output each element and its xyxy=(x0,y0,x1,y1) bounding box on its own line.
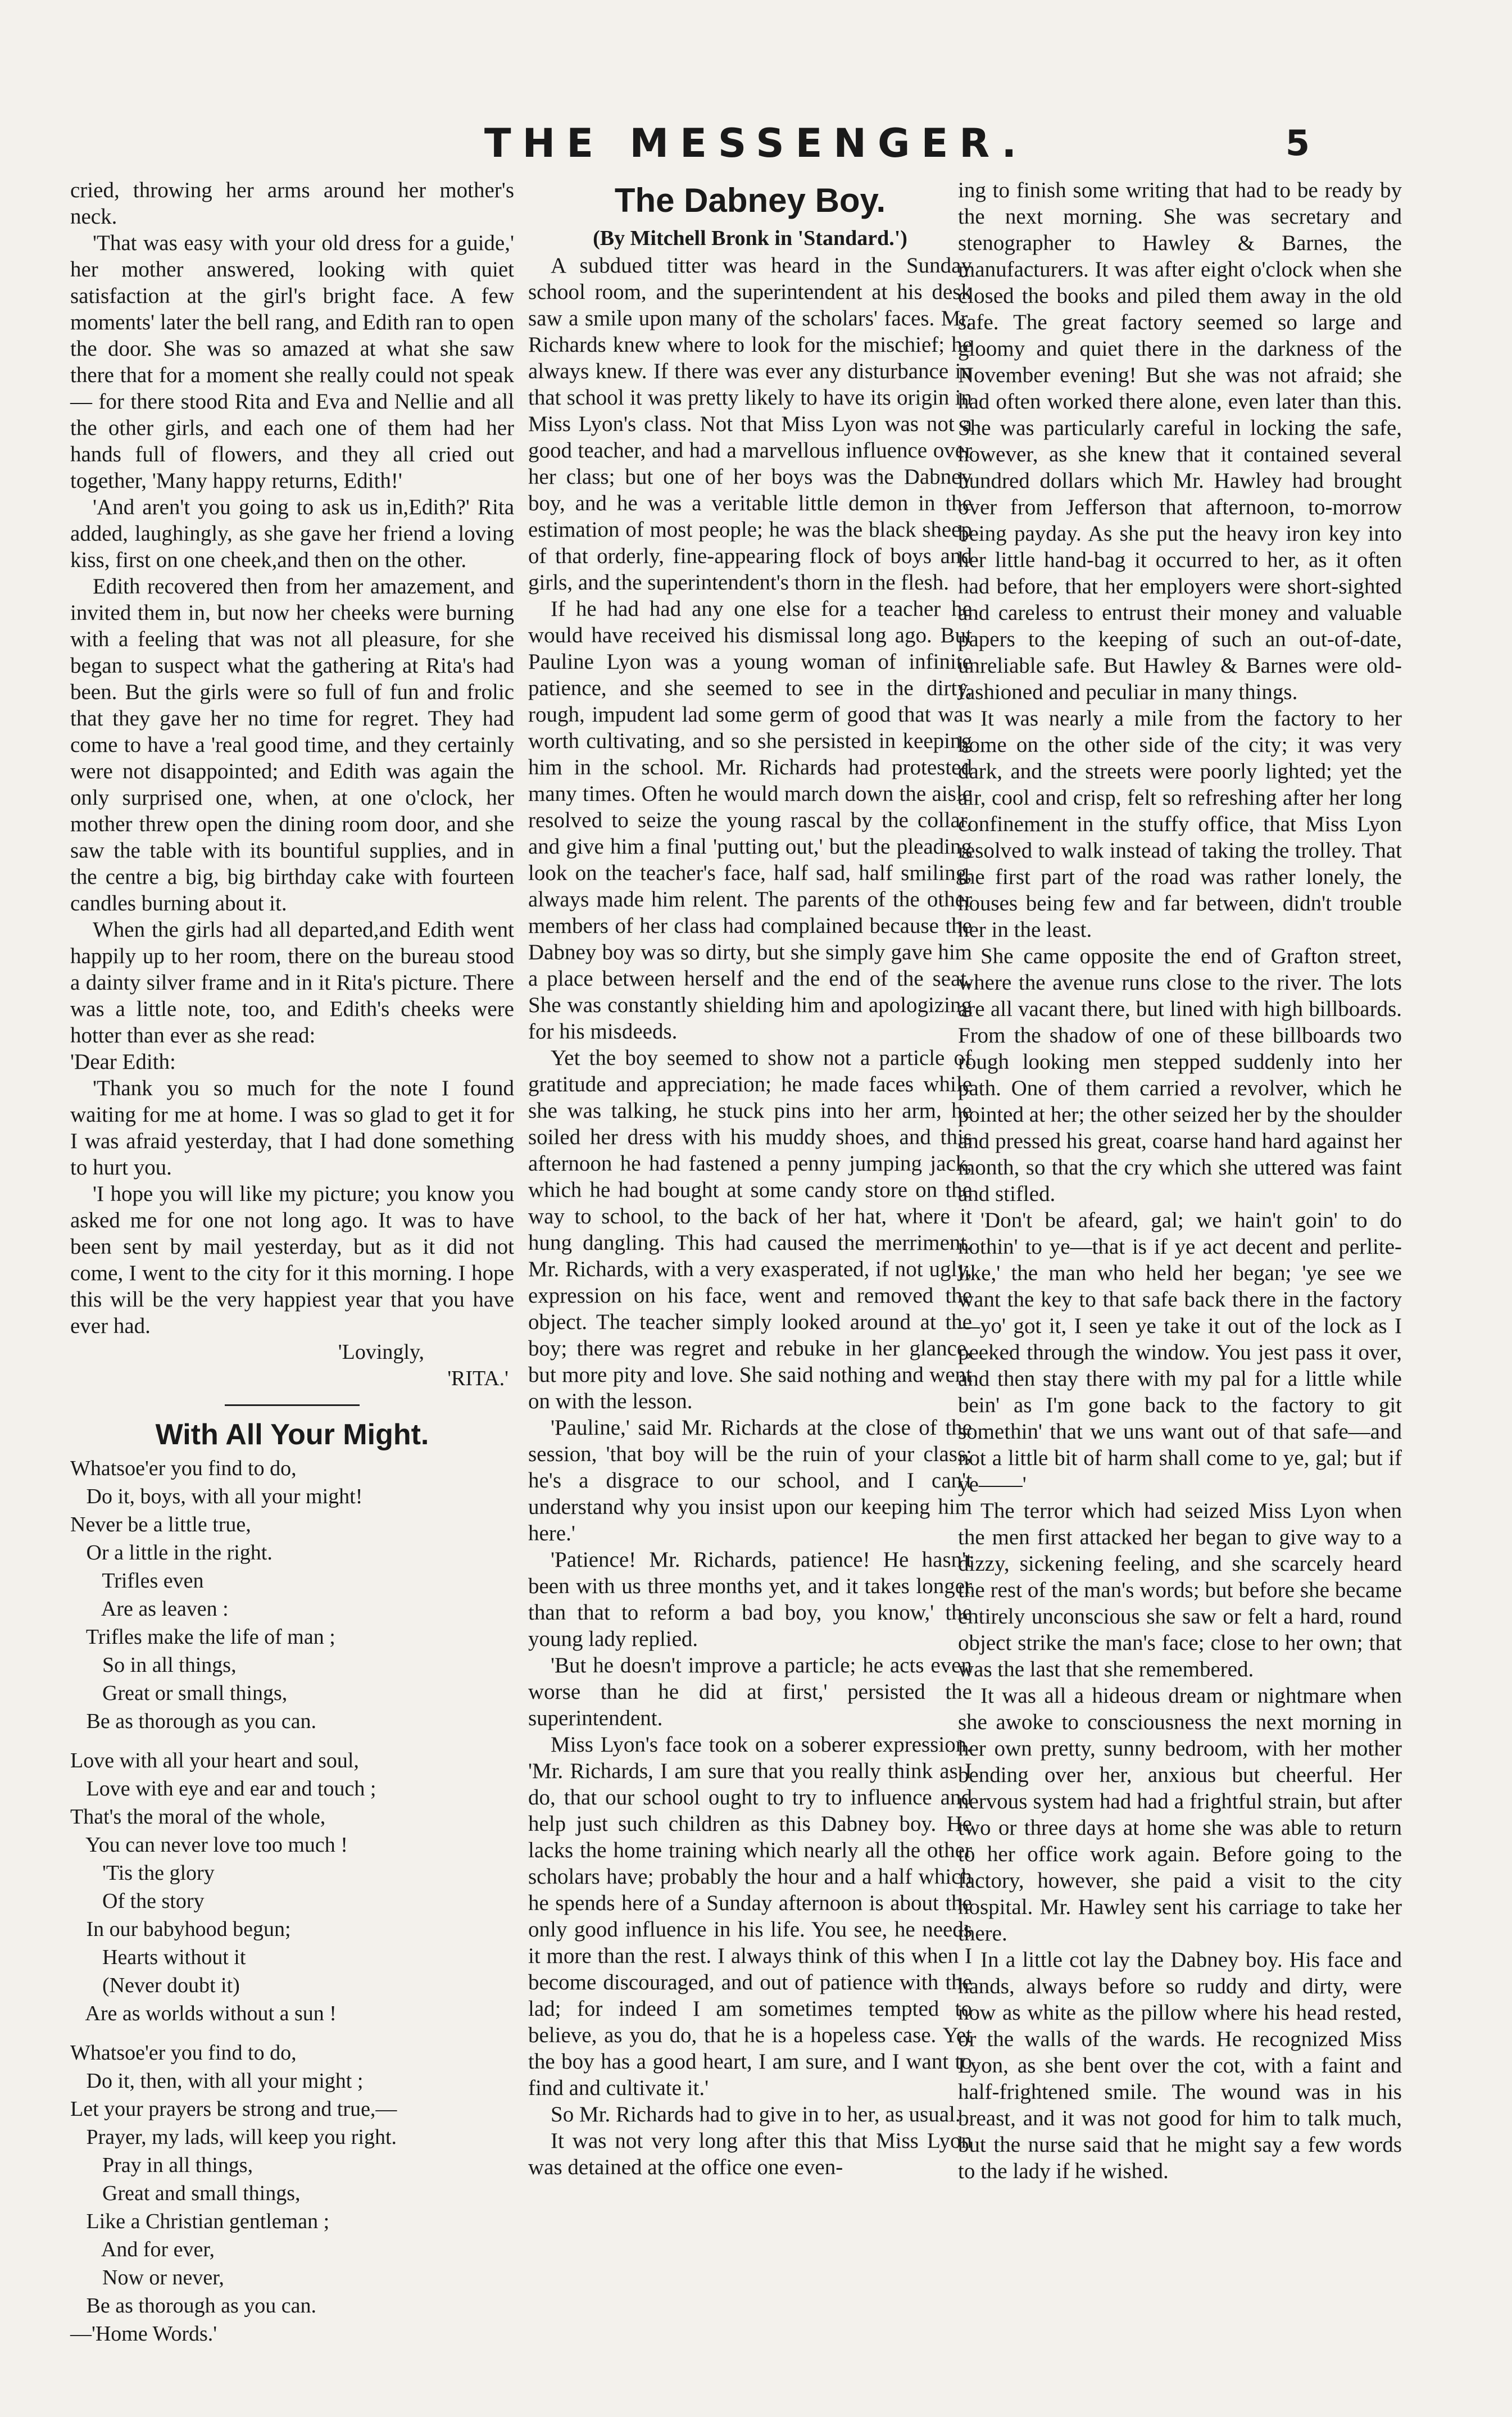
newspaper-title: THE MESSENGER. xyxy=(484,120,1028,166)
story-paragraph: It was not very long after this that Miss Lyon was detained at the office one even- xyxy=(528,2129,972,2179)
section-divider xyxy=(225,1404,360,1406)
story-paragraph: The terror which had seized Miss Lyon when the men first attacked her began to give way to a dizzy, sickening feeling, and she scarcely heard the rest of the man's words; but before she became entirely unconscious she saw or felt a hard, round object strike the man's face; close to her own; that was the last that she remembered. xyxy=(958,1499,1402,1681)
story-paragraph: Edith recovered then from her amazement, and invited them in, but now her cheeks were burning with a feeling that was not all pleasure, for she began to suspect what the gathering at Rita's had been. But the girls were so full of fun and frolic that they gave her no time for regret. They had come to have a 'real good time, and they certainly were not disappointed; and Edith was again the only surprised one, when, at one o'clock, her mother threw open the dining room door, and she saw the table with its bountiful supplies, and in the centre a big, big birthday cake with fourteen candles burning about it. xyxy=(70,574,514,915)
column-3 xyxy=(958,177,1402,2307)
story-paragraph: When the girls had all departed,and Edith went happily up to her room, there on the bureau stood a dainty silver frame and in it Rita's picture. There was a little note, too, and Edith's cheeks were hotter than ever as she read: xyxy=(70,918,514,1047)
column-1 xyxy=(70,177,514,2346)
story-paragraph: She came opposite the end of Grafton street, where the avenue runs close to the river. The lots are all vacant there, but lined with high billboards. From the shadow of one of these billboards two rough looking men stepped suddenly into her path. One of them carried a revolver, which he pointed at her; the other seized her by the shoulder and pressed his great, coarse hand hard against her month, so that the cry which she uttered was faint and stifled. xyxy=(958,944,1402,1206)
poem-stanza: Whatsoe'er you find to do, Do it, then, with all your might ; Let your prayers be strong and true,— Prayer, my lads, will keep you right. Pray in all things, Great and small things, Like a Christian gentleman ; And for ever, Now or never, Be as thorough as you can. —'Home Words.' xyxy=(70,2041,397,2346)
poem-title: With All Your Might. xyxy=(155,1418,429,1451)
story-paragraph: Miss Lyon's face took on a soberer expression. 'Mr. Richards, I am sure that you really think as I do, that our school ought to try to influence and help just such children as this Dabney boy. He lacks the home training which nearly all the other scholars have; probably the hour and a half which he spends here of a Sunday afternoon is about the only good influence in his life. You see, he needs it more than the rest. I always think of this when I become discouraged, and out of patience with the lad; for indeed I am sometimes tempted to believe, as you do, that he is a hopeless case. Yet the boy has a good heart, I am sure, and I want to find and cultivate it.' xyxy=(528,1733,972,2100)
story-heading: The Dabney Boy. xyxy=(614,182,886,219)
page-number: 5 xyxy=(1285,123,1310,164)
letter-signature: 'RITA.' xyxy=(447,1367,508,1390)
story-paragraph: 'Patience! Mr. Richards, patience! He hasn't been with us three months yet, and it takes longer than that to reform a bad boy, you know,' the young lady replied. xyxy=(528,1548,972,1651)
story-paragraph: It was all a hideous dream or nightmare when she awoke to consciousness the next morning in her own pretty, sunny bedroom, with her mother bending over her, anxious but cheerful. Her nervous system had had a frightful strain, but after two or three days at home she was able to return to her office work again. Before going to the factory, however, she paid a visit to the city hospital. Mr. Hawley sent his carriage to take her there. xyxy=(958,1684,1402,1946)
letter-paragraph: 'I hope you will like my picture; you know you asked me for one not long ago. It was to have been sent by mail yesterday, but as it did not come, I went to the city for it this morning. I hope this will be the very happiest year that you have ever had. xyxy=(70,1182,514,1338)
story-paragraph: A subdued titter was heard in the Sunday school room, and the superintendent at his desk saw a smile upon many of the scholars' faces. Mr. Richards knew where to look for the mischief; he always knew. If there was ever any disturbance in that school it was pretty likely to have its origin in Miss Lyon's class. Not that Miss Lyon was not a good teacher, and had a marvellous influence over her class; but one of her boys was the Dabney boy, and he was a veritable little demon in the estimation of most people; he was the black sheep of that orderly, fine-appearing flock of boys and girls, and the superintendent's thorn in the flesh. xyxy=(528,253,972,595)
letter-paragraph: 'Thank you so much for the note I found waiting for me at home. I was so glad to get it for I was afraid yesterday, that I had done something to hurt you. xyxy=(70,1076,514,1180)
column-2 xyxy=(528,177,972,2307)
story-paragraph: ing to finish some writing that had to be ready by the next morning. She was secretary and stenographer to Hawley & Barnes, the manufacturers. It was after eight o'clock when she closed the books and piled them away in the old safe. The great factory seemed so large and gloomy and quiet there in the darkness of the November evening! But she was not afraid; she had often worked there alone, even later than this. She was particularly careful in locking the safe, however, as she knew that it contained several hundred dollars which Mr. Hawley had brought over from Jefferson that afternoon, to-morrow being payday. As she put the heavy iron key into her little hand-bag it occurred to her, as it often had before, that her employers were short-sighted and careless to entrust their money and valuable papers to the keeping of such an out-of-date, unreliable safe. But Hawley & Barnes were old-fashioned and peculiar in many things. xyxy=(958,178,1402,704)
story-paragraph: 'But he doesn't improve a particle; he acts even worse than he did at first,' persisted the superintendent. xyxy=(528,1653,972,1730)
story-paragraph: If he had had any one else for a teacher he would have received his dismissal long ago. But Pauline Lyon was a young woman of infinite patience, and she seemed to see in the dirty, rough, impudent lad some germ of good that was worth cultivating, and so she persisted in keeping him in the school. Mr. Richards had protested many times. Often he would march down the aisle resolved to seize the young rascal by the collar, and give him a final 'putting out,' but the pleading look on the teacher's face, half sad, half smiling, always made him relent. The parents of the other members of her class had complained because the Dabney boy was so dirty, but she simply gave him a place between herself and the end of the seat. She was constantly shielding him and apologizing for his misdeeds. xyxy=(528,597,972,1044)
letter-salutation: 'Dear Edith: xyxy=(70,1050,176,1074)
story-byline: (By Mitchell Bronk in 'Standard.') xyxy=(593,226,907,250)
story-paragraph: In a little cot lay the Dabney boy. His face and hands, always before so ruddy and dirty, were now as white as the pillow where his head rested, or the walls of the wards. He recognized Miss Lyon, as she bent over the cot, with a faint and half-frightened smile. The wound was in his breast, and it was not good for him to talk much, but the nurse said that he might say a few words to the lady if he wished. xyxy=(958,1948,1402,2183)
story-paragraph: 'Don't be afeard, gal; we hain't goin' to do nothin' to ye—that is if ye act decent and perlite-like,' the man who held her began; 'ye see we want the key to that safe back there in the factory—yo' got it, I seen ye take it out of the lock as I peeked through the window. You jest pass it over, and then stay there with my pal for a little while bein' as I'm gone back to the factory to git somethin' that we uns want out of that safe—and not a little bit of harm shall come to ye, gal; but if ye——' xyxy=(958,1208,1402,1497)
story-paragraph: 'Pauline,' said Mr. Richards at the close of the session, 'that boy will be the ruin of your class; he's a disgrace to our school, and I can't understand why you insist upon our keeping him here.' xyxy=(528,1416,972,1545)
masthead xyxy=(0,121,1512,166)
story-paragraph: cried, throwing her arms around her mother's neck. xyxy=(70,178,514,229)
story-paragraph: 'And aren't you going to ask us in,Edith?' Rita added, laughingly, as she gave her friend a loving kiss, first on one cheek,and then on the other. xyxy=(70,495,514,572)
story-paragraph: 'That was easy with your old dress for a guide,' her mother answered, looking with quiet satisfaction at the girl's bright face. A few moments' later the bell rang, and Edith ran to open the door. She was so amazed at what she saw there that for a moment she really could not speak — for there stood Rita and Eva and Nellie and all the other girls, and each one of them had her hands full of flowers, and they all cried out together, 'Many happy returns, Edith!' xyxy=(70,231,514,493)
poem-stanza: Love with all your heart and soul, Love with eye and ear and touch ; That's the moral of the whole, You can never love too much ! 'Tis the glory Of the story In our babyhood begun; Hearts without it (Never doubt it) Are as worlds without a sun ! xyxy=(70,1749,376,2025)
letter-closing: 'Lovingly, xyxy=(338,1340,424,1364)
story-paragraph: So Mr. Richards had to give in to her, as usual. xyxy=(551,2102,961,2126)
story-paragraph: Yet the boy seemed to show not a particle of gratitude and appreciation; he made faces while she was talking, he stuck pins into her arm, he soiled her dress with his muddy shoes, and this afternoon he had fastened a penny jumping jack, which he had bought at some candy store on the way to school, to the back of her hat, where it hung dangling. This had caused the merriment. Mr. Richards, with a very exasperated, if not ugly, expression on his face, went and removed the object. The teacher simply looked around at the boy; there was regret and rebuke in her glance, but more pity and love. She said nothing and went on with the lesson. xyxy=(528,1046,972,1413)
story-paragraph: It was nearly a mile from the factory to her home on the other side of the city; it was very dark, and the streets were poorly lighted; yet the air, cool and crisp, felt so refreshing after her long confinement in the stuffy office, that Miss Lyon resolved to walk instead of taking the trolley. That the first part of the road was rather lonely, the houses being few and far between, didn't trouble her in the least. xyxy=(958,706,1402,942)
poem-stanza: Whatsoe'er you find to do, Do it, boys, with all your might! Never be a little true, Or a little in the right. Trifles even Are as leaven : Trifles make the life of man ; So in all things, Great or small things, Be as thorough as you can. xyxy=(70,1457,363,1733)
